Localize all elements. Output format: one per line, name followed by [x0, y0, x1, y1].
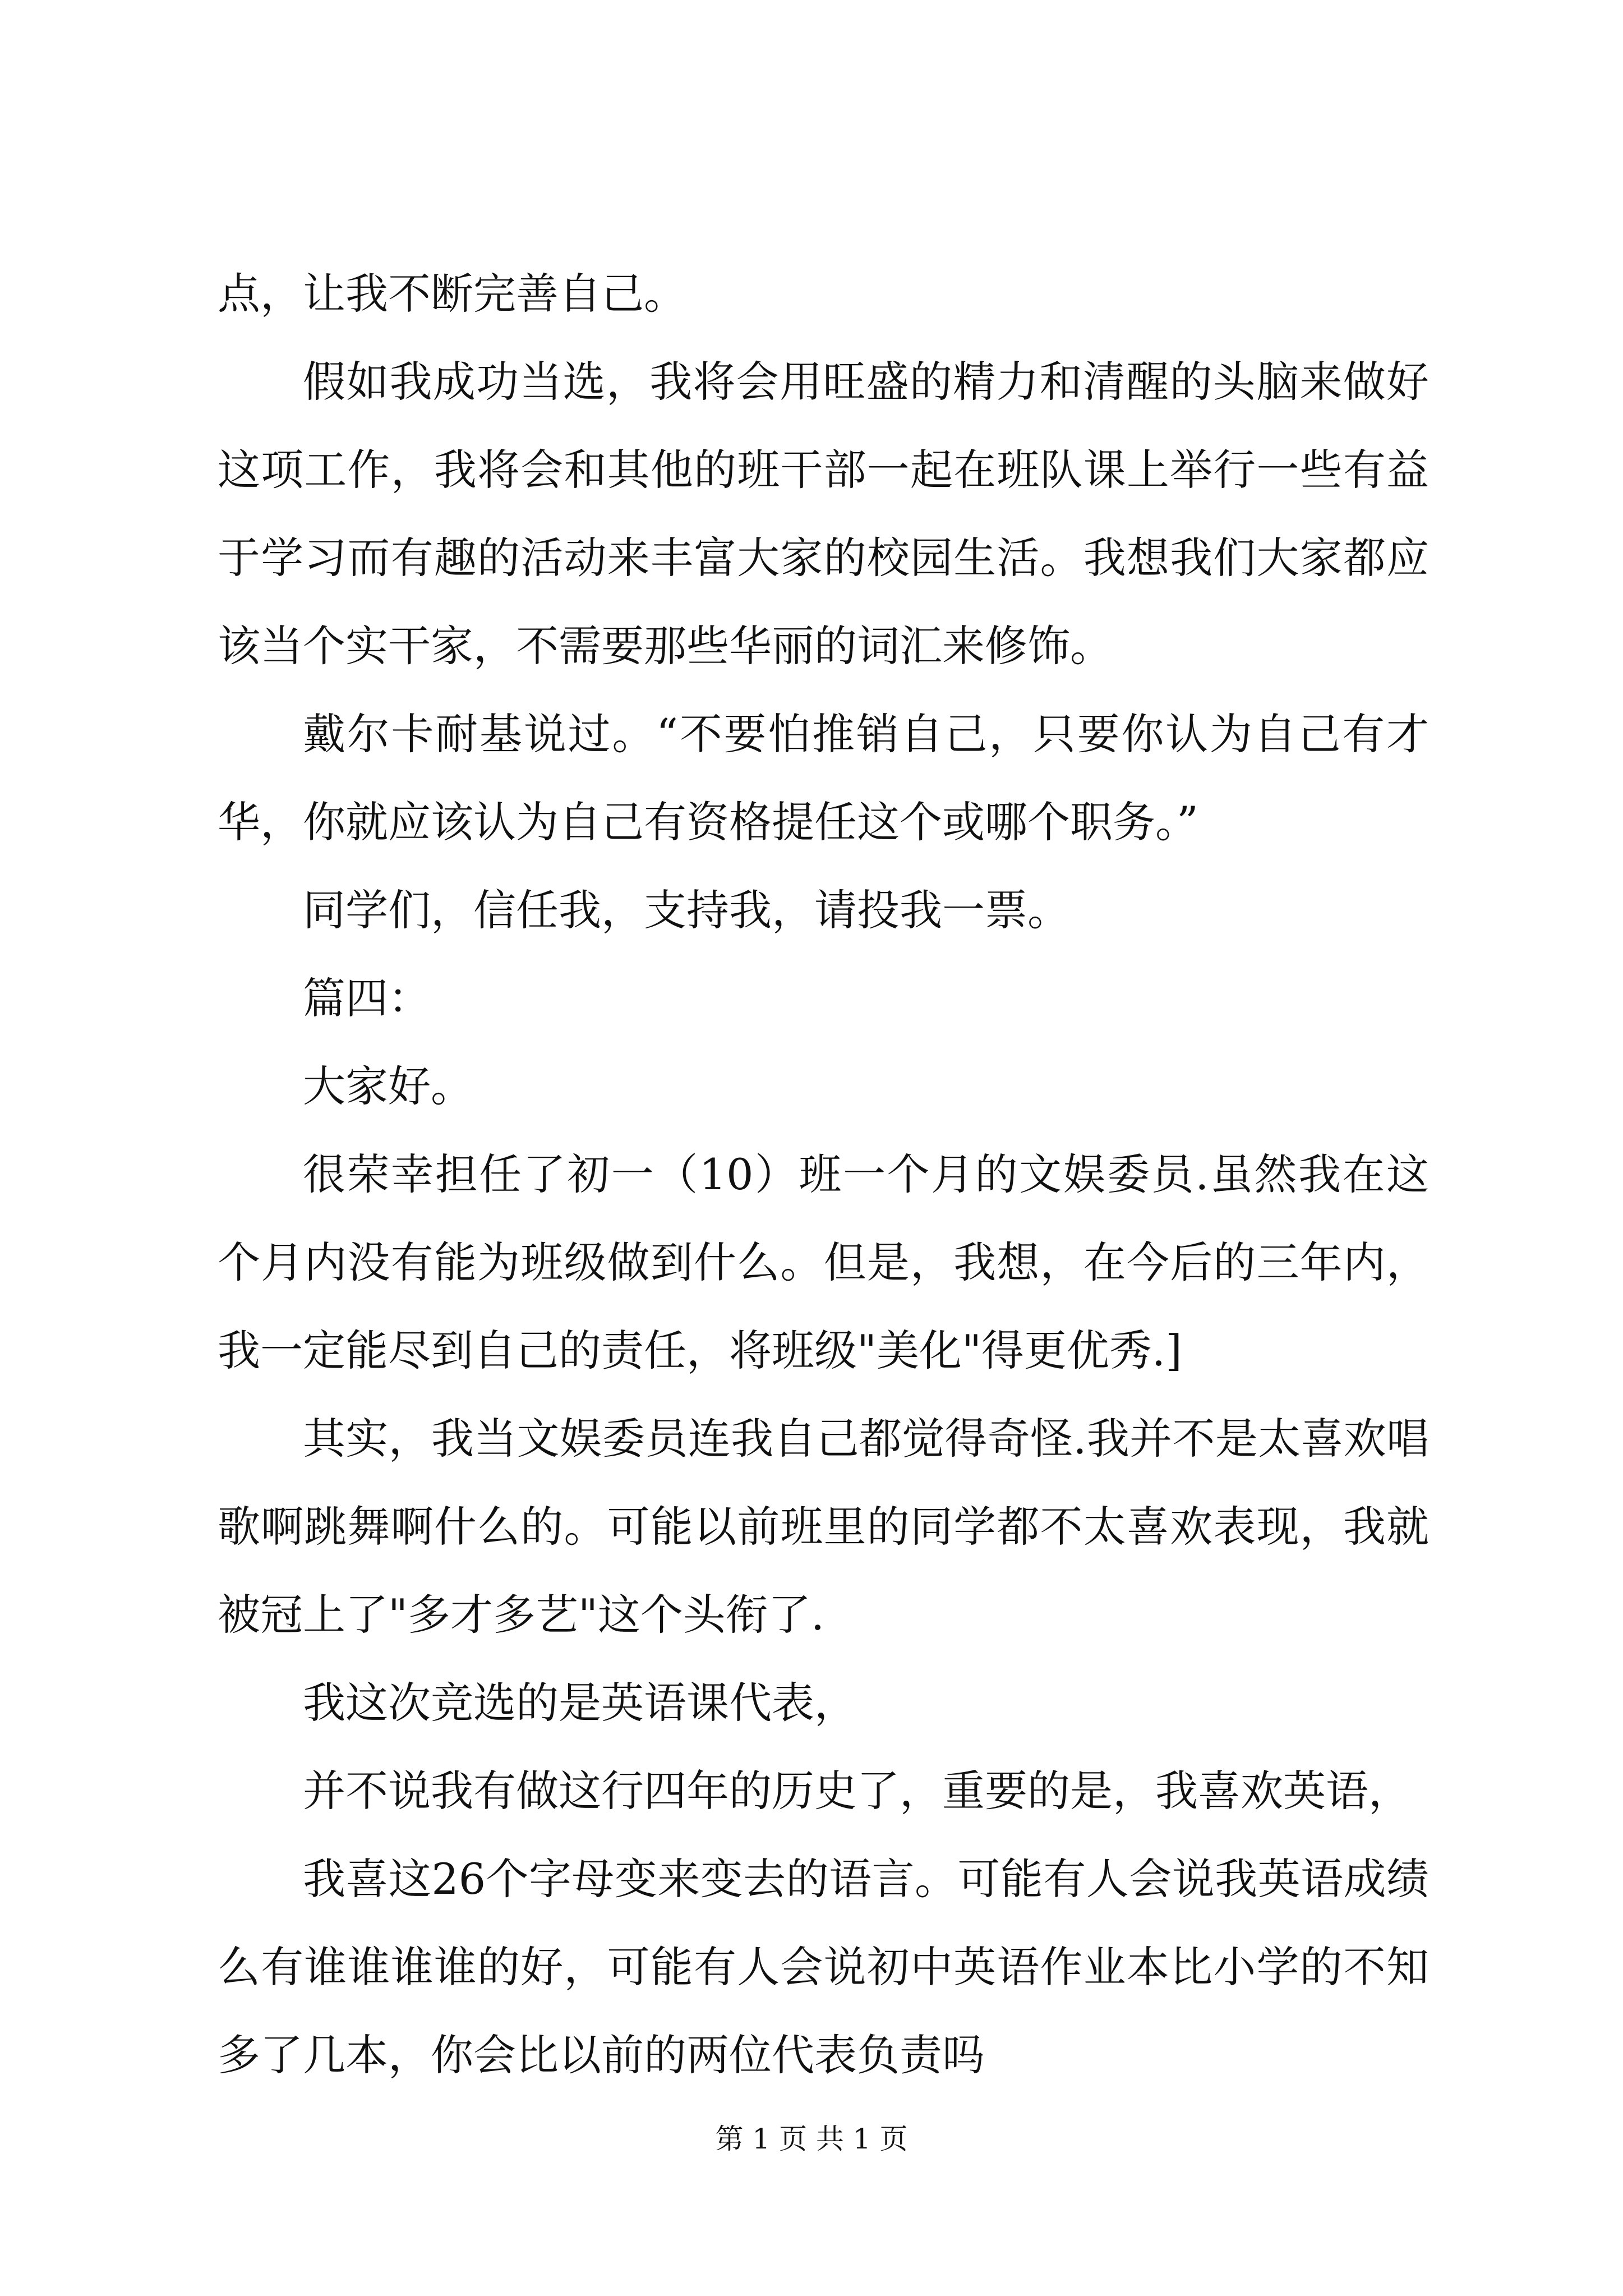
paragraph: 很荣幸担任了初一（10）班一个月的文娱委员.虽然我在这个月内没有能为班级做到什么。但是，我想，在今后的三年内，我一定能尽到自己的责任，将班级"美化"得更优秀.]	[218, 1149, 1429, 1375]
paragraph: 假如我成功当选，我将会用旺盛的精力和清醒的头脑来做好这项工作，我将会和其他的班干部一起在班队课上举行一些有益于学习而有趣的活动来丰富大家的校园生活。我想我们大家都应该当个实干家，不需要那些华丽的词汇来修饰。	[218, 357, 1429, 671]
paragraph: 同学们，信任我，支持我，请投我一票。	[303, 885, 1070, 935]
section-heading: 篇四：	[303, 973, 431, 1023]
paragraph: 其实，我当文娱委员连我自己都觉得奇怪.我并不是太喜欢唱歌啊跳舞啊什么的。可能以前班里的同学都不太喜欢表现，我就被冠上了"多才多艺"这个头衔了.	[218, 1414, 1429, 1640]
paragraph: 戴尔卡耐基说过。“不要怕推销自己，只要你认为自己有才华，你就应该认为自己有资格提任这个或哪个职务。”	[218, 709, 1429, 847]
paragraph: 我喜这26个字母变来变去的语言。可能有人会说我英语成绩么有谁谁谁谁的好，可能有人会说初中英语作业本比小学的不知多了几本，你会比以前的两位代表负责吗	[218, 1854, 1429, 2080]
page-footer: 第 1 页 共 1 页	[715, 2123, 908, 2155]
paragraph: 并不说我有做这行四年的历史了，重要的是，我喜欢英语，	[303, 1766, 1411, 1816]
greeting: 大家好。	[303, 1061, 473, 1111]
paragraph: 点，让我不断完善自己。	[218, 269, 686, 319]
paragraph: 我这次竞选的是英语课代表，	[303, 1678, 857, 1728]
document-body	[218, 250, 1429, 2099]
